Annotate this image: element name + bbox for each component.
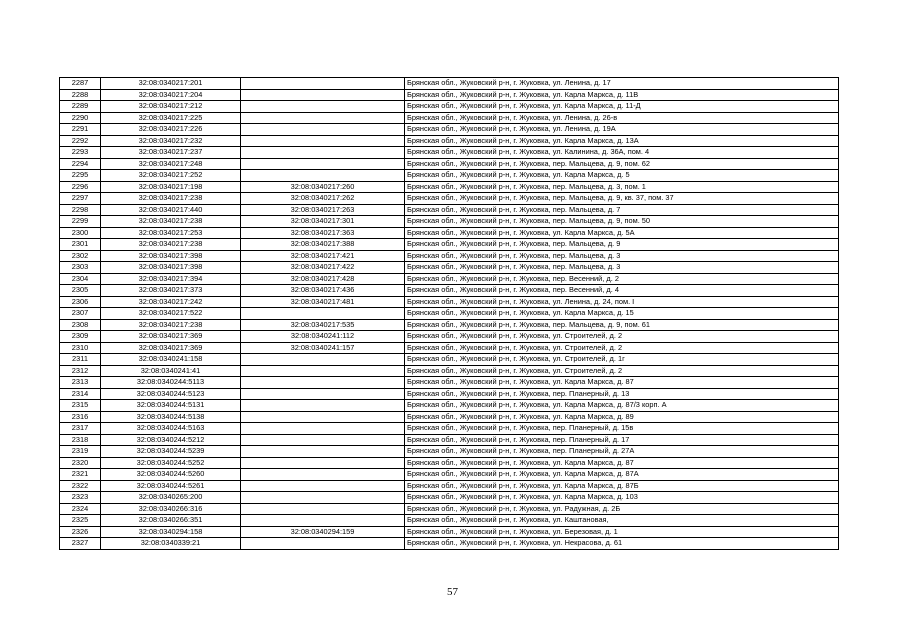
cadastral-number-cell: 32:08:0340217:398 [101,262,241,274]
related-cadastral-number-cell [241,469,405,481]
row-number-cell: 2320 [60,457,101,469]
table-row [60,273,839,285]
cadastral-number-cell: 32:08:0340217:232 [101,135,241,147]
address-cell: Брянская обл., Жуковский р-н, г. Жуковка, ул. Карла Маркса, д. 87/3 корп. А [405,400,839,412]
cadastral-number-cell: 32:08:0340266:316 [101,503,241,515]
related-cadastral-number-cell: 32:08:0340217:363 [241,227,405,239]
address-cell: Брянская обл., Жуковский р-н, г. Жуковка, пер. Мальцева, д. 9, кв. 37, пом. 37 [405,193,839,205]
row-number-cell: 2310 [60,342,101,354]
table-row [60,411,839,423]
cadastral-number-cell: 32:08:0340244:5212 [101,434,241,446]
address-cell: Брянская обл., Жуковский р-н, г. Жуковка, пер. Мальцева, д. 3, пом. 1 [405,181,839,193]
related-cadastral-number-cell: 32:08:0340217:301 [241,216,405,228]
cadastral-number-cell: 32:08:0340217:373 [101,285,241,297]
address-cell: Брянская обл., Жуковский р-н, г. Жуковка, ул. Карла Маркса, д. 87Б [405,480,839,492]
related-cadastral-number-cell [241,388,405,400]
related-cadastral-number-cell: 32:08:0340241:112 [241,331,405,343]
related-cadastral-number-cell [241,400,405,412]
related-cadastral-number-cell [241,89,405,101]
table-row [60,480,839,492]
related-cadastral-number-cell [241,124,405,136]
address-cell: Брянская обл., Жуковский р-н, г. Жуковка, пер. Мальцева, д. 3 [405,262,839,274]
address-cell: Брянская обл., Жуковский р-н, г. Жуковка, пер. Весенний, д. 4 [405,285,839,297]
address-cell: Брянская обл., Жуковский р-н, г. Жуковка, ул. Ленина, д. 19А [405,124,839,136]
table-row [60,193,839,205]
table-row [60,296,839,308]
address-cell: Брянская обл., Жуковский р-н, г. Жуковка, ул. Карла Маркса, д. 11В [405,89,839,101]
table-row [60,78,839,90]
related-cadastral-number-cell [241,365,405,377]
address-cell: Брянская обл., Жуковский р-н, г. Жуковка, ул. Каштановая, [405,515,839,527]
address-cell: Брянская обл., Жуковский р-н, г. Жуковка, ул. Некрасова, д. 61 [405,538,839,550]
cadastral-number-cell: 32:08:0340217:253 [101,227,241,239]
row-number-cell: 2294 [60,158,101,170]
row-number-cell: 2327 [60,538,101,550]
row-number-cell: 2315 [60,400,101,412]
address-cell: Брянская обл., Жуковский р-н, г. Жуковка, ул. Строителей, д. 1г [405,354,839,366]
page-number: 57 [447,586,458,598]
related-cadastral-number-cell: 32:08:0340217:388 [241,239,405,251]
cadastral-number-cell: 32:08:0340217:225 [101,112,241,124]
table-row [60,400,839,412]
cadastral-number-cell: 32:08:0340217:398 [101,250,241,262]
table-row [60,469,839,481]
related-cadastral-number-cell: 32:08:0340217:262 [241,193,405,205]
row-number-cell: 2303 [60,262,101,274]
table-row [60,434,839,446]
address-cell: Брянская обл., Жуковский р-н, г. Жуковка, ул. Карла Маркса, д. 87А [405,469,839,481]
row-number-cell: 2295 [60,170,101,182]
table-row [60,89,839,101]
table-row [60,526,839,538]
address-cell: Брянская обл., Жуковский р-н, г. Жуковка, ул. Березовая, д. 1 [405,526,839,538]
address-cell: Брянская обл., Жуковский р-н, г. Жуковка, пер. Мальцева, д. 7 [405,204,839,216]
row-number-cell: 2302 [60,250,101,262]
related-cadastral-number-cell [241,515,405,527]
related-cadastral-number-cell: 32:08:0340217:260 [241,181,405,193]
cadastral-number-cell: 32:08:0340217:252 [101,170,241,182]
row-number-cell: 2289 [60,101,101,113]
cadastral-number-cell: 32:08:0340217:522 [101,308,241,320]
row-number-cell: 2326 [60,526,101,538]
table-row [60,181,839,193]
cadastral-number-cell: 32:08:0340217:226 [101,124,241,136]
related-cadastral-number-cell [241,423,405,435]
cadastral-number-cell: 32:08:0340217:369 [101,331,241,343]
cadastral-number-cell: 32:08:0340217:394 [101,273,241,285]
table-row [60,135,839,147]
row-number-cell: 2307 [60,308,101,320]
cadastral-number-cell: 32:08:0340217:198 [101,181,241,193]
related-cadastral-number-cell [241,492,405,504]
related-cadastral-number-cell: 32:08:0340217:422 [241,262,405,274]
cadastral-number-cell: 32:08:0340294:158 [101,526,241,538]
row-number-cell: 2300 [60,227,101,239]
table-row [60,101,839,113]
cadastral-number-cell: 32:08:0340217:237 [101,147,241,159]
cadastral-number-cell: 32:08:0340217:238 [101,193,241,205]
related-cadastral-number-cell [241,101,405,113]
address-cell: Брянская обл., Жуковский р-н, г. Жуковка, пер. Мальцева, д. 9, пом. 50 [405,216,839,228]
related-cadastral-number-cell [241,446,405,458]
table-row [60,308,839,320]
cadastral-number-cell: 32:08:0340244:5138 [101,411,241,423]
cadastral-number-cell: 32:08:0340244:5131 [101,400,241,412]
related-cadastral-number-cell [241,411,405,423]
cadastral-number-cell: 32:08:0340265:200 [101,492,241,504]
row-number-cell: 2309 [60,331,101,343]
related-cadastral-number-cell: 32:08:0340241:157 [241,342,405,354]
row-number-cell: 2305 [60,285,101,297]
row-number-cell: 2301 [60,239,101,251]
cadastral-number-cell: 32:08:0340217:212 [101,101,241,113]
related-cadastral-number-cell: 32:08:0340217:535 [241,319,405,331]
address-cell: Брянская обл., Жуковский р-н, г. Жуковка, пер. Планерный, д. 15в [405,423,839,435]
table-row [60,170,839,182]
related-cadastral-number-cell [241,135,405,147]
table-row [60,239,839,251]
cadastral-number-cell: 32:08:0340217:242 [101,296,241,308]
row-number-cell: 2324 [60,503,101,515]
address-cell: Брянская обл., Жуковский р-н, г. Жуковка, ул. Калинина, д. 36А, пом. 4 [405,147,839,159]
address-cell: Брянская обл., Жуковский р-н, г. Жуковка, ул. Ленина, д. 26-в [405,112,839,124]
address-cell: Брянская обл., Жуковский р-н, г. Жуковка, ул. Карла Маркса, д. 5 [405,170,839,182]
table-row [60,503,839,515]
address-cell: Брянская обл., Жуковский р-н, г. Жуковка, ул. Карла Маркса, д. 15 [405,308,839,320]
address-cell: Брянская обл., Жуковский р-н, г. Жуковка, ул. Строителей, д. 2 [405,331,839,343]
address-cell: Брянская обл., Жуковский р-н, г. Жуковка, ул. Карла Маркса, д. 87 [405,377,839,389]
property-registry-table [59,77,839,550]
address-cell: Брянская обл., Жуковский р-н, г. Жуковка, ул. Ленина, д. 17 [405,78,839,90]
related-cadastral-number-cell [241,112,405,124]
address-cell: Брянская обл., Жуковский р-н, г. Жуковка, пер. Планерный, д. 27А [405,446,839,458]
related-cadastral-number-cell [241,354,405,366]
registry-table-body [60,78,839,550]
cadastral-number-cell: 32:08:0340217:248 [101,158,241,170]
related-cadastral-number-cell [241,434,405,446]
cadastral-number-cell: 32:08:0340244:5252 [101,457,241,469]
address-cell: Брянская обл., Жуковский р-н, г. Жуковка, пер. Весенний, д. 2 [405,273,839,285]
cadastral-number-cell: 32:08:0340244:5113 [101,377,241,389]
cadastral-number-cell: 32:08:0340217:369 [101,342,241,354]
table-row [60,354,839,366]
related-cadastral-number-cell [241,480,405,492]
row-number-cell: 2323 [60,492,101,504]
related-cadastral-number-cell: 32:08:0340217:436 [241,285,405,297]
row-number-cell: 2321 [60,469,101,481]
cadastral-number-cell: 32:08:0340217:201 [101,78,241,90]
cadastral-number-cell: 32:08:0340241:158 [101,354,241,366]
row-number-cell: 2311 [60,354,101,366]
address-cell: Брянская обл., Жуковский р-н, г. Жуковка, ул. Карла Маркса, д. 11-Д [405,101,839,113]
row-number-cell: 2296 [60,181,101,193]
cadastral-number-cell: 32:08:0340339:21 [101,538,241,550]
cadastral-number-cell: 32:08:0340244:5163 [101,423,241,435]
address-cell: Брянская обл., Жуковский р-н, г. Жуковка, ул. Карла Маркса, д. 13А [405,135,839,147]
row-number-cell: 2325 [60,515,101,527]
related-cadastral-number-cell [241,158,405,170]
row-number-cell: 2317 [60,423,101,435]
address-cell: Брянская обл., Жуковский р-н, г. Жуковка, ул. Карла Маркса, д. 103 [405,492,839,504]
related-cadastral-number-cell: 32:08:0340217:481 [241,296,405,308]
address-cell: Брянская обл., Жуковский р-н, г. Жуковка, ул. Ленина, д. 24, пом. I [405,296,839,308]
address-cell: Брянская обл., Жуковский р-н, г. Жуковка, пер. Мальцева, д. 9, пом. 61 [405,319,839,331]
row-number-cell: 2318 [60,434,101,446]
address-cell: Брянская обл., Жуковский р-н, г. Жуковка, пер. Мальцева, д. 9 [405,239,839,251]
address-cell: Брянская обл., Жуковский р-н, г. Жуковка, ул. Радужная, д. 2Б [405,503,839,515]
row-number-cell: 2293 [60,147,101,159]
row-number-cell: 2306 [60,296,101,308]
table-row [60,227,839,239]
related-cadastral-number-cell [241,457,405,469]
row-number-cell: 2290 [60,112,101,124]
related-cadastral-number-cell: 32:08:0340294:159 [241,526,405,538]
row-number-cell: 2314 [60,388,101,400]
row-number-cell: 2304 [60,273,101,285]
related-cadastral-number-cell [241,170,405,182]
table-row [60,216,839,228]
cadastral-number-cell: 32:08:0340217:238 [101,216,241,228]
related-cadastral-number-cell [241,503,405,515]
table-row [60,331,839,343]
address-cell: Брянская обл., Жуковский р-н, г. Жуковка, ул. Карла Маркса, д. 5А [405,227,839,239]
related-cadastral-number-cell: 32:08:0340217:421 [241,250,405,262]
related-cadastral-number-cell [241,78,405,90]
address-cell: Брянская обл., Жуковский р-н, г. Жуковка, пер. Планерный, д. 17 [405,434,839,446]
row-number-cell: 2292 [60,135,101,147]
cadastral-number-cell: 32:08:0340217:238 [101,239,241,251]
address-cell: Брянская обл., Жуковский р-н, г. Жуковка, пер. Мальцева, д. 9, пом. 62 [405,158,839,170]
cadastral-number-cell: 32:08:0340241:41 [101,365,241,377]
related-cadastral-number-cell [241,147,405,159]
address-cell: Брянская обл., Жуковский р-н, г. Жуковка, пер. Планерный, д. 13 [405,388,839,400]
row-number-cell: 2298 [60,204,101,216]
table-row [60,515,839,527]
row-number-cell: 2299 [60,216,101,228]
address-cell: Брянская обл., Жуковский р-н, г. Жуковка, пер. Мальцева, д. 3 [405,250,839,262]
address-cell: Брянская обл., Жуковский р-н, г. Жуковка, ул. Карла Маркса, д. 89 [405,411,839,423]
table-row [60,492,839,504]
cadastral-number-cell: 32:08:0340266:351 [101,515,241,527]
table-row [60,319,839,331]
related-cadastral-number-cell [241,538,405,550]
cadastral-number-cell: 32:08:0340217:238 [101,319,241,331]
cadastral-number-cell: 32:08:0340244:5260 [101,469,241,481]
cadastral-number-cell: 32:08:0340244:5261 [101,480,241,492]
table-row [60,262,839,274]
row-number-cell: 2287 [60,78,101,90]
related-cadastral-number-cell: 32:08:0340217:263 [241,204,405,216]
related-cadastral-number-cell [241,377,405,389]
table-row [60,538,839,550]
row-number-cell: 2291 [60,124,101,136]
table-row [60,124,839,136]
table-row [60,147,839,159]
cadastral-number-cell: 32:08:0340217:440 [101,204,241,216]
row-number-cell: 2297 [60,193,101,205]
table-row [60,388,839,400]
table-row [60,204,839,216]
address-cell: Брянская обл., Жуковский р-н, г. Жуковка, ул. Карла Маркса, д. 87 [405,457,839,469]
table-row [60,423,839,435]
address-cell: Брянская обл., Жуковский р-н, г. Жуковка, ул. Строителей, д. 2 [405,365,839,377]
table-row [60,446,839,458]
row-number-cell: 2319 [60,446,101,458]
row-number-cell: 2288 [60,89,101,101]
table-row [60,285,839,297]
related-cadastral-number-cell [241,308,405,320]
row-number-cell: 2313 [60,377,101,389]
row-number-cell: 2322 [60,480,101,492]
cadastral-number-cell: 32:08:0340217:204 [101,89,241,101]
address-cell: Брянская обл., Жуковский р-н, г. Жуковка, ул. Строителей, д. 2 [405,342,839,354]
table-row [60,112,839,124]
table-row [60,457,839,469]
table-row [60,365,839,377]
cadastral-number-cell: 32:08:0340244:5123 [101,388,241,400]
table-row [60,158,839,170]
table-row [60,250,839,262]
row-number-cell: 2308 [60,319,101,331]
row-number-cell: 2316 [60,411,101,423]
row-number-cell: 2312 [60,365,101,377]
related-cadastral-number-cell: 32:08:0340217:428 [241,273,405,285]
table-row [60,342,839,354]
cadastral-number-cell: 32:08:0340244:5239 [101,446,241,458]
table-row [60,377,839,389]
